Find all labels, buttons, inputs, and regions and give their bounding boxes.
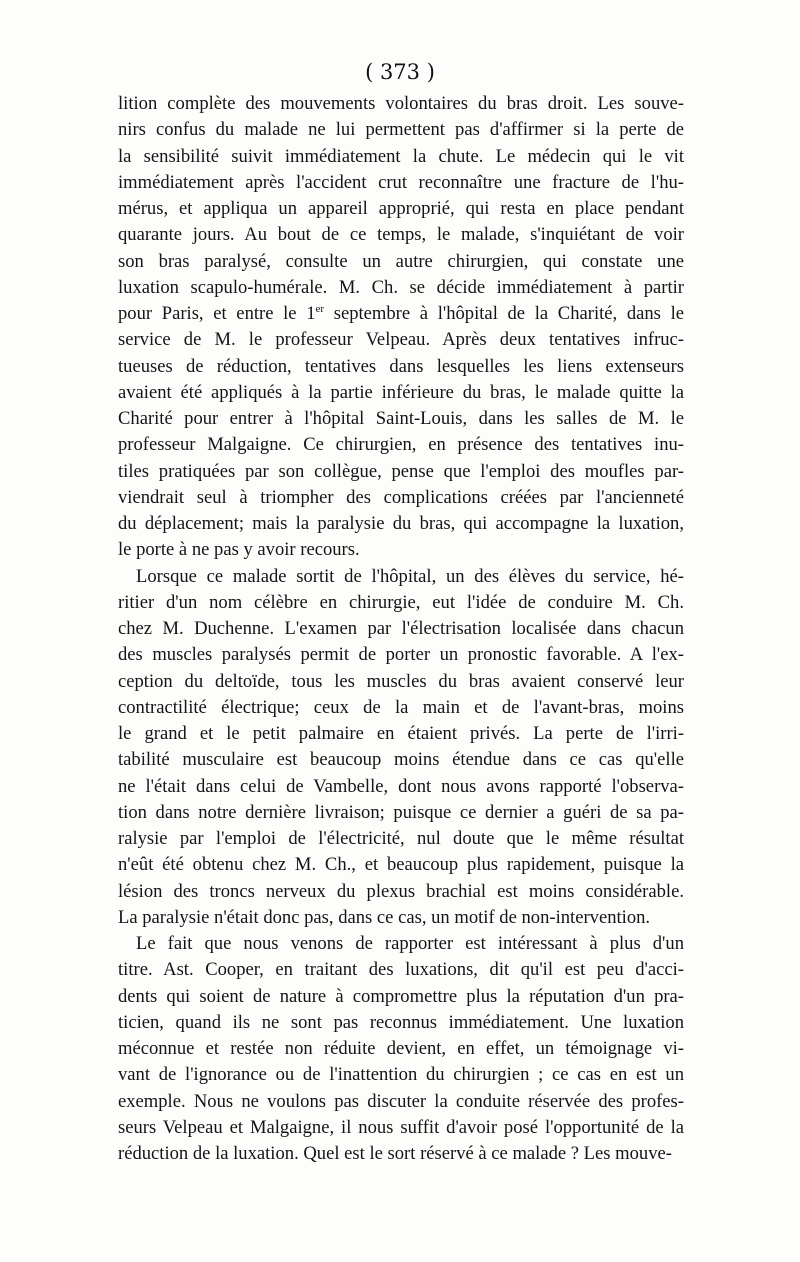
text-line: viendrait seul à triompher des complications créées par l'ancienneté (118, 486, 684, 508)
text-line: mérus, et appliqua un appareil approprié, qui resta en place pendant (118, 198, 684, 219)
text-line: Le fait que nous venons de rapporter est intéressant à plus d'un (136, 933, 684, 954)
text-line: ticien, quand ils ne sont pas reconnus immédiatement. Une luxation (118, 1011, 684, 1033)
text-line: le grand et le petit palmaire en étaient privés. La perte de l'irri- (118, 723, 684, 744)
text-line: professeur Malgaigne. Ce chirurgien, en présence des tentatives inu- (118, 434, 684, 456)
text-line: ralysie par l'emploi de l'électricité, nul doute que le même résultat (118, 828, 684, 849)
text-line: dents qui soient de nature à compromettre plus la réputation d'un pra- (118, 985, 684, 1007)
text-line: n'eût été obtenu chez M. Ch., et beaucoup plus rapidement, puisque la (118, 854, 684, 876)
text-line: ception du deltoïde, tous les muscles du bras avaient conservé leur (118, 670, 684, 692)
text-line: le porte à ne pas y avoir recours. (118, 539, 360, 561)
text-line: tueuses de réduction, tentatives dans lesquelles les liens extenseurs (118, 355, 684, 377)
page-number: ( 373 ) (365, 60, 435, 84)
body-text (118, 91, 684, 1167)
text-line: quarante jours. Au bout de ce temps, le malade, s'inquiétant de voir (118, 224, 684, 246)
text-line: titre. Ast. Cooper, en traitant des luxations, dit qu'il est peu d'acci- (118, 959, 684, 981)
text-line: tabilité musculaire est beaucoup moins étendue dans ce cas qu'elle (118, 749, 684, 771)
text-line: avaient été appliqués à la partie inférieure du bras, le malade quitte la (118, 381, 684, 403)
text-line: vant de l'ignorance ou de l'inattention du chirurgien ; ce cas en est un (118, 1064, 684, 1086)
text-line: nirs confus du malade ne lui permettent pas d'affirmer si la perte de (118, 119, 684, 141)
text-line: réduction de la luxation. Quel est le sort réservé à ce malade ? Les mouve- (118, 1143, 672, 1164)
text-line: seurs Velpeau et Malgaigne, il nous suffit d'avoir posé l'opportunité de la (118, 1116, 684, 1138)
text-line: lition complète des mouvements volontaires du bras droit. Les souve- (118, 93, 684, 114)
paragraph-1 (118, 91, 684, 564)
text-line: chez M. Duchenne. L'examen par l'électrisation localisée dans chacun (118, 618, 684, 639)
text-line: La paralysie n'était donc pas, dans ce cas, un motif de non-intervention. (118, 906, 651, 928)
text-line: pour Paris, et entre le 1er septembre à l'hôpital de la Charité, dans le (118, 303, 684, 324)
text-line: du déplacement; mais la paralysie du bras, qui accompagne la luxation, (118, 513, 684, 534)
text-line: des muscles paralysés permit de porter un pronostic favorable. A l'ex- (118, 644, 684, 666)
text-line: tion dans notre dernière livraison; puisque ce dernier a guéri de sa pa- (118, 801, 684, 823)
text-line: luxation scapulo-humérale. M. Ch. se décide immédiatement à partir (118, 276, 684, 298)
text-line: méconnue et restée non réduite devient, en effet, un témoignage vi- (118, 1038, 684, 1059)
text-line: immédiatement après l'accident crut reconnaître une fracture de l'hu- (118, 171, 684, 193)
text-line: ne l'était dans celui de Vambelle, dont nous avons rapporté l'observa- (118, 775, 684, 797)
text-line: contractilité électrique; ceux de la main et de l'avant-bras, moins (118, 696, 684, 718)
text-line: Lorsque ce malade sortit de l'hôpital, un des élèves du service, hé- (136, 565, 684, 587)
text-line: lésion des troncs nerveux du plexus brachial est moins considérable. (118, 880, 684, 902)
text-line: service de M. le professeur Velpeau. Après deux tentatives infruc- (118, 329, 684, 351)
text-line: son bras paralysé, consulte un autre chirurgien, qui constate une (118, 250, 684, 272)
paragraph-2 (118, 564, 684, 932)
text-line: Charité pour entrer à l'hôpital Saint-Louis, dans les salles de M. le (118, 408, 684, 429)
paragraph-3 (118, 931, 684, 1167)
text-line: tiles pratiquées par son collègue, pense que l'emploi des moufles par- (118, 460, 684, 482)
text-line: la sensibilité suivit immédiatement la chute. Le médecin qui le vit (118, 145, 684, 167)
text-line: ritier d'un nom célèbre en chirurgie, eut l'idée de conduire M. Ch. (118, 591, 684, 613)
text-line: exemple. Nous ne voulons pas discuter la conduite réservée des profes- (118, 1090, 684, 1112)
